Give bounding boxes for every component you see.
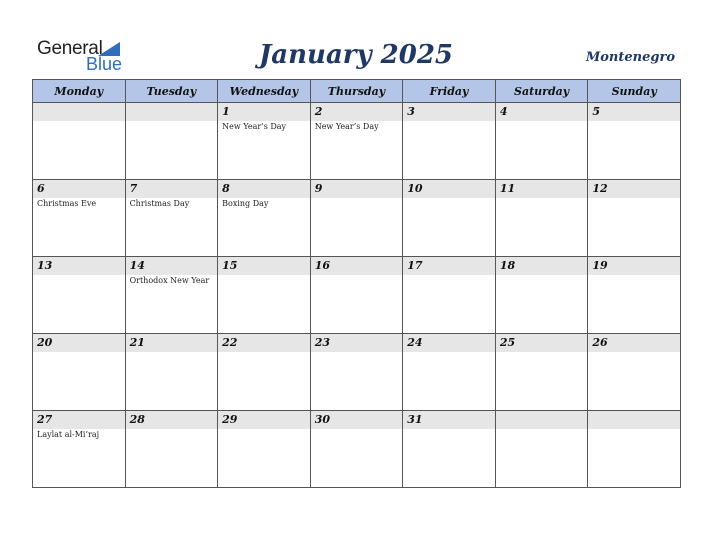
week-row [33,257,681,334]
day-cell [33,180,126,257]
day-cell [125,334,218,411]
day-cell [495,257,588,334]
day-cell [218,103,311,180]
day-number: 12 [588,180,680,198]
weekday-header: Monday [33,80,126,103]
day-number: 3 [403,103,495,121]
weekday-header: Tuesday [125,80,218,103]
day-number: 1 [218,103,310,121]
holiday-label [403,198,495,199]
day-cell [33,103,126,180]
day-cell [218,180,311,257]
day-cell [403,334,496,411]
day-cell [310,180,403,257]
holiday-label: Orthodox New Year [129,276,210,285]
holiday-label [588,352,680,353]
holiday-label [126,429,218,430]
holiday-label: New Year’s Day [222,122,287,131]
day-cell [310,411,403,488]
logo-general-text: General [37,38,103,59]
day-number: 24 [403,334,495,352]
holiday-label [311,429,403,430]
weekday-header: Saturday [495,80,588,103]
day-number: 5 [588,103,680,121]
holiday-label [588,429,680,430]
holiday-label [403,121,495,122]
day-number: 11 [496,180,588,198]
day-number: 4 [496,103,588,121]
weekday-header: Sunday [588,80,681,103]
day-cell [588,180,681,257]
day-cell [588,334,681,411]
day-number: 28 [126,411,218,429]
holiday-label [218,275,310,276]
holiday-label [496,121,588,122]
day-number: 30 [311,411,403,429]
holiday-label [311,352,403,353]
day-number: 13 [33,257,125,275]
day-cell [588,257,681,334]
page-title: January 2025 [258,40,454,70]
holiday-label [496,352,588,353]
day-cell [33,411,126,488]
day-number: 16 [311,257,403,275]
holiday-label: Boxing Day [222,199,269,208]
day-number: 2 [311,103,403,121]
day-number [33,103,125,121]
day-number: 9 [311,180,403,198]
day-number: 8 [218,180,310,198]
day-cell [310,334,403,411]
day-cell [495,411,588,488]
day-number: 14 [126,257,218,275]
holiday-label [496,198,588,199]
day-number: 26 [588,334,680,352]
holiday-label [218,352,310,353]
day-number: 31 [403,411,495,429]
day-number: 25 [496,334,588,352]
holiday-label [588,198,680,199]
day-number: 29 [218,411,310,429]
holiday-label: Christmas Eve [37,199,97,208]
holiday-label [33,275,125,276]
day-number [496,411,588,429]
holiday-label [126,121,218,122]
day-cell [33,334,126,411]
day-number [588,411,680,429]
day-number: 7 [126,180,218,198]
holiday-label [126,352,218,353]
holiday-label [311,275,403,276]
country-label: Montenegro [585,50,675,65]
day-cell [125,103,218,180]
holiday-label: New Year’s Day [314,122,379,131]
day-cell [495,334,588,411]
holiday-label [496,429,588,430]
day-number: 20 [33,334,125,352]
day-cell [310,103,403,180]
weekday-header: Wednesday [218,80,311,103]
day-cell [495,180,588,257]
day-cell [495,103,588,180]
weekday-header: Thursday [310,80,403,103]
day-cell [218,257,311,334]
day-number: 23 [311,334,403,352]
day-cell [218,334,311,411]
day-cell [403,180,496,257]
logo [37,38,137,74]
holiday-label: Laylat al-Mi’raj [37,430,100,439]
day-number: 21 [126,334,218,352]
week-row [33,334,681,411]
holiday-label [33,352,125,353]
logo-blue-text: Blue [86,54,123,74]
holiday-label [496,275,588,276]
day-number: 10 [403,180,495,198]
day-number: 6 [33,180,125,198]
day-cell [403,411,496,488]
calendar-grid [32,79,681,488]
day-cell [403,257,496,334]
holiday-label [588,121,680,122]
day-number: 22 [218,334,310,352]
day-number: 15 [218,257,310,275]
week-row [33,103,681,180]
weekday-header: Friday [403,80,496,103]
holiday-label [33,121,125,122]
holiday-label [218,429,310,430]
holiday-label [403,352,495,353]
holiday-label [403,429,495,430]
day-number: 18 [496,257,588,275]
day-cell [588,103,681,180]
day-number: 27 [33,411,125,429]
weekday-header-row [33,80,681,103]
holiday-label [311,198,403,199]
day-number [126,103,218,121]
day-cell [125,180,218,257]
day-cell [310,257,403,334]
holiday-label: Christmas Day [129,199,190,208]
day-cell [125,257,218,334]
week-row [33,180,681,257]
day-cell [588,411,681,488]
day-cell [33,257,126,334]
day-number: 17 [403,257,495,275]
week-row [33,411,681,488]
day-cell [218,411,311,488]
day-cell [403,103,496,180]
day-number: 19 [588,257,680,275]
day-cell [125,411,218,488]
holiday-label [588,275,680,276]
holiday-label [403,275,495,276]
